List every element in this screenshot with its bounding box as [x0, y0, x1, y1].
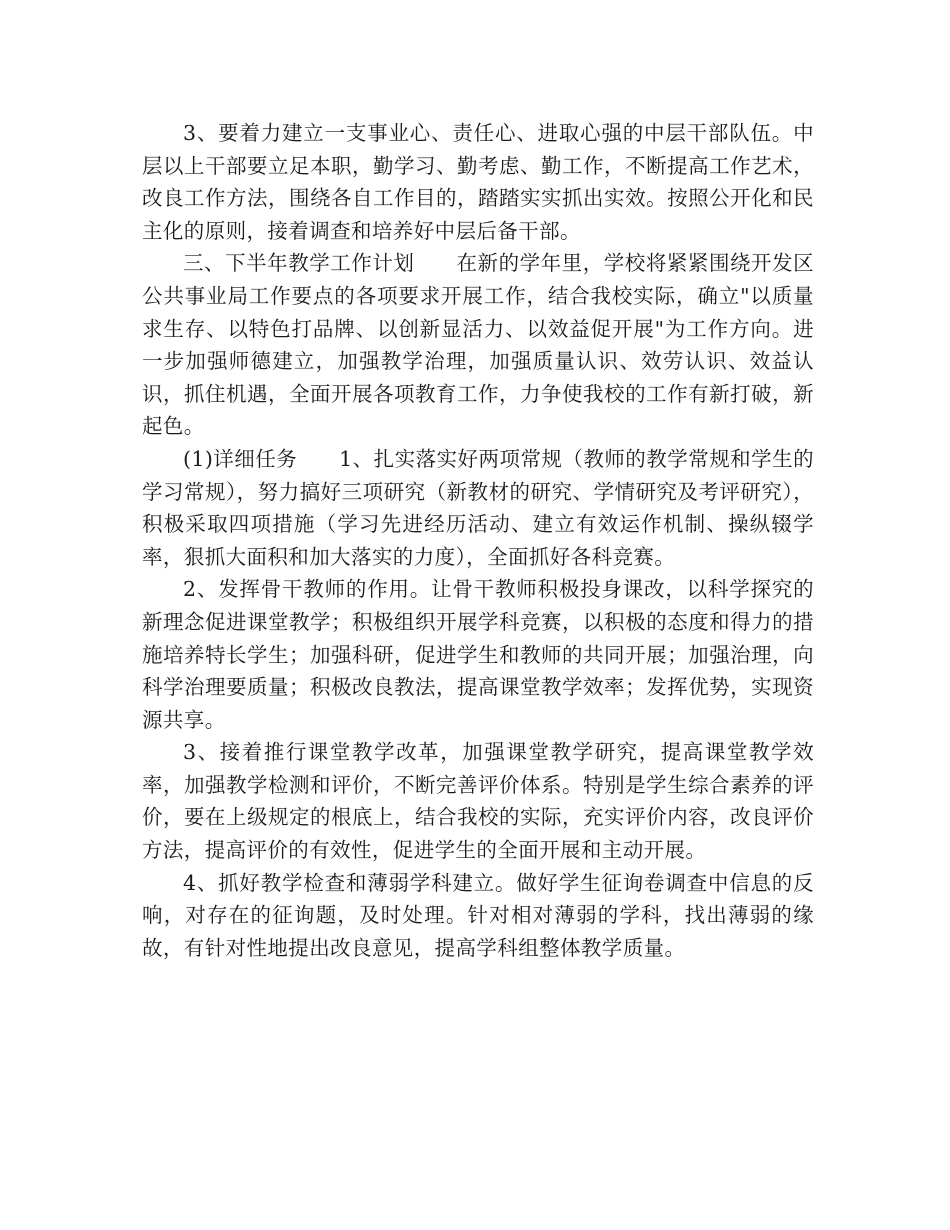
paragraph-teaching-plan: 三、下半年教学工作计划 在新的学年里，学校将紧紧围绕开发区公共事业局工作要点的各项要求开展工作，结合我校实际，确立"以质量求生存、以特色打品牌、以创新显活力、以效益促开展"为工作方向。进一步加强师德建立，加强教学治理，加强质量认识、效劳认识、效益认识，抓住机遇，全面开展各项教育工作，力争使我校的工作有新打破，新起色。 — [142, 251, 814, 439]
paragraph-backbone-teachers: 2、发挥骨干教师的作用。让骨干教师积极投身课改，以科学探究的新理念促进课堂教学；积极组织开展学科竞赛，以积极的态度和得力的措施培养特长学生；加强科研，促进学生和教师的共同开展；加强治理，向科学治理要质量；积极改良教法，提高课堂教学效率；发挥优势，实现资源共享。 — [142, 577, 814, 732]
document-page — [142, 117, 814, 964]
paragraph-classroom-reform: 3、接着推行课堂教学改革，加强课堂教学研究，提高课堂教学效率，加强教学检测和评价，不断完善评价体系。特别是学生综合素养的评价，要在上级规定的根底上，结合我校的实际，充实评价内容，改良评价方法，提高评价的有效性，促进学生的全面开展和主动开展。 — [142, 740, 814, 863]
paragraph-detailed-tasks: (1)详细任务 1、扎实落实好两项常规（教师的教学常规和学生的学习常规），努力搞好三项研究（新教材的研究、学情研究及考评研究），积极采取四项措施（学习先进经历活动、建立有效运作机制、操纵辍学率，狠抓大面积和加大落实的力度），全面抓好各科竞赛。 — [142, 446, 814, 569]
paragraph-middle-cadre: 3、要着力建立一支事业心、责任心、进取心强的中层干部队伍。中层以上干部要立足本职，勤学习、勤考虑、勤工作，不断提高工作艺术，改良工作方法，围绕各自工作目的，踏踏实实抓出实效。按照公开化和民主化的原则，接着调查和培养好中层后备干部。 — [142, 121, 814, 243]
paragraph-inspection: 4、抓好教学检查和薄弱学科建立。做好学生征询卷调查中信息的反响，对存在的征询题，及时处理。针对相对薄弱的学科，找出薄弱的缘故，有针对性地提出改良意见，提高学科组整体教学质量。 — [142, 870, 814, 960]
